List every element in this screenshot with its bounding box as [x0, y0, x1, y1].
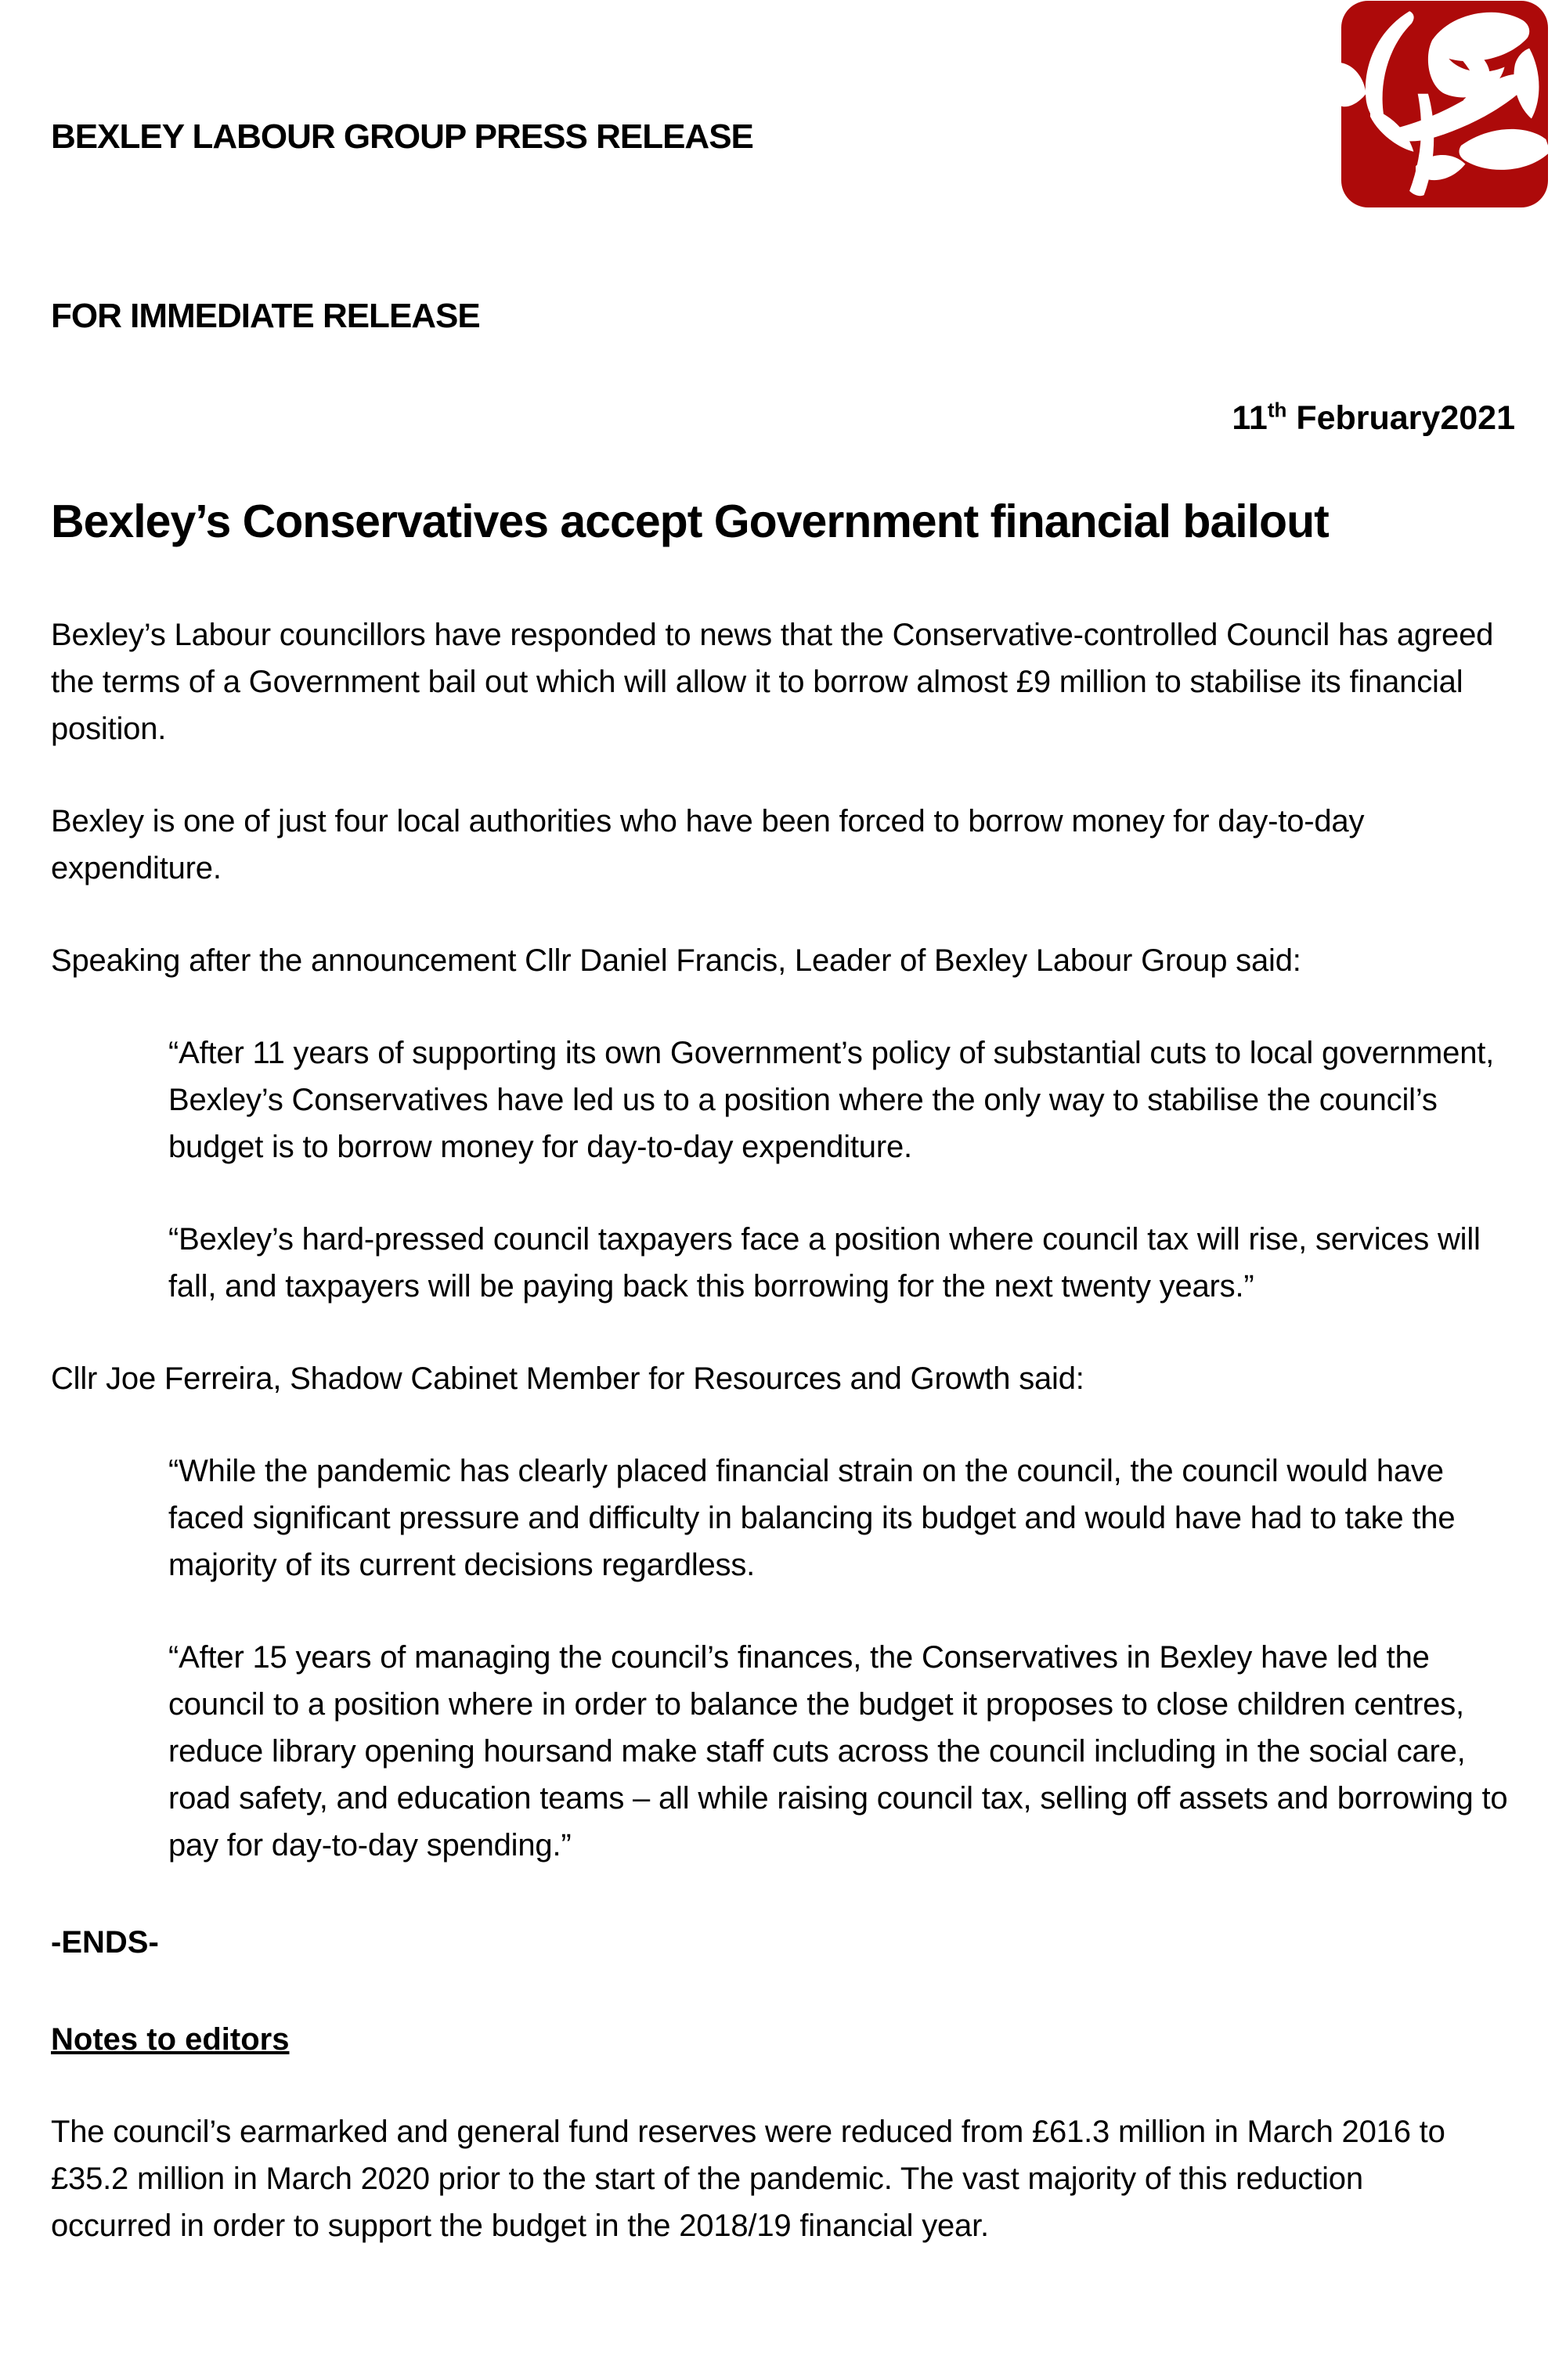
- quote-ferreira-1: “While the pandemic has clearly placed financial strain on the council, the council would have faced significant pressure and difficulty in balancing its budget and would have had to take the majority of its current decisions regardless.: [168, 1453, 1456, 1582]
- release-status-line: FOR IMMEDIATE RELEASE: [51, 296, 480, 335]
- headline: Bexley’s Conservatives accept Government financial bailout: [51, 495, 1329, 547]
- notes-to-editors-heading: Notes to editors: [51, 2021, 290, 2057]
- quote-ferreira-2: “After 15 years of managing the council’s finances, the Conservatives in Bexley have led the council to a position where in order to balance the budget it proposes to close children centres, reduce library opening hoursand make staff cuts across the council including in the social care, road safety, and education teams – all while raising council tax, selling off assets and borrowing to pay for day-to-day spending.”: [168, 1639, 1508, 1863]
- quote-francis-2: “Bexley’s hard-pressed council taxpayers face a position where council tax will rise, services will fall, and taxpayers will be paying back this borrowing for the next twenty years.”: [168, 1221, 1481, 1304]
- date-day: 11: [1232, 399, 1268, 438]
- date-month-year: February2021: [1286, 399, 1515, 438]
- paragraph-bailout-intro: Bexley’s Labour councillors have responded to news that the Conservative-controlled Council has agreed the terms of a Government bail out which will allow it to borrow almost £9 million to stabilise its financial position.: [51, 617, 1494, 746]
- paragraph-four-authorities: Bexley is one of just four local authorities who have been forced to borrow money for day-to-day expenditure.: [51, 803, 1365, 885]
- date-ordinal-suffix: th: [1267, 398, 1287, 422]
- quote-francis-1: “After 11 years of supporting its own Government’s policy of substantial cuts to local government, Bexley’s Conservatives have led us to a position where the only way to stabilise the council’s budget is to borrow money for day-to-day expenditure.: [168, 1035, 1495, 1164]
- release-date: [51, 398, 1515, 439]
- ends-marker: -ENDS-: [51, 1924, 159, 1960]
- press-release-title: BEXLEY LABOUR GROUP PRESS RELEASE: [51, 117, 753, 156]
- labour-rose-logo: [1341, 0, 1548, 208]
- paragraph-francis-attribution: Speaking after the announcement Cllr Daniel Francis, Leader of Bexley Labour Group said:: [51, 943, 1301, 978]
- paragraph-ferreira-attribution: Cllr Joe Ferreira, Shadow Cabinet Member for Resources and Growth said:: [51, 1361, 1084, 1396]
- labour-rose-icon: [1341, 0, 1548, 208]
- notes-to-editors-paragraph: The council’s earmarked and general fund reserves were reduced from £61.3 million in March 2016 to £35.2 million in March 2020 prior to the start of the pandemic. The vast majority of this reduction occurred in order to support the budget in the 2018/19 financial year.: [51, 2114, 1445, 2243]
